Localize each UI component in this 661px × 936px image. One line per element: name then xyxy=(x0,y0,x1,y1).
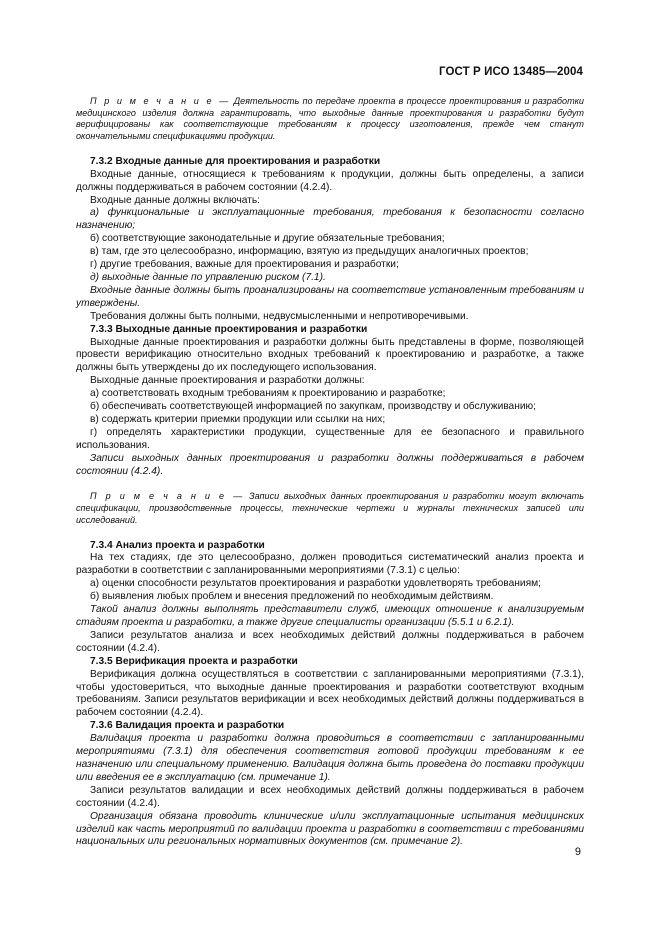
page-number: 9 xyxy=(574,846,581,858)
paragraph: Верификация должна осуществляться в соответствии с запланированными мероприятиями (7.3.1), чтобы удостовериться, что выходные данные проектирования и разработки соответствуют входным требованиям. Записи результатов верификации и всех необходимых действий должны поддерживаться в рабочем состоянии (4.2.4). xyxy=(76,668,584,719)
document-header: ГОСТ Р ИСО 13485—2004 xyxy=(438,66,583,78)
paragraph: Выходные данные проектирования и разработки должны быть представлены в форме, позволяющей провести верификацию относительно входных требований к проектированию и разработке, а также должны быть утверждены до их последующего использования. xyxy=(76,336,584,374)
paragraph: Записи результатов анализа и всех необходимых действий должны поддерживаться в рабочем состоянии (4.2.4). xyxy=(76,629,584,654)
paragraph: Записи результатов валидации и всех необходимых действий должны поддерживаться в рабочем состоянии (4.2.4). xyxy=(76,784,584,809)
note-text: Деятельность по передаче проекта в процессе проектирования и разработки медицинского изделия должна гарантировать, что выходные данные проектирования и разработки будут верифицированы как соответствующие требованиям к процессу изготовления, прежде чем станут окончательными спецификациями продукции. xyxy=(76,96,584,142)
paragraph: На тех стадиях, где это целесообразно, должен проводиться систематический анализ проекта и разработки в соответствии с запланированными мероприятиями (7.3.1) с целью: xyxy=(76,552,584,577)
section-heading-7-3-5: 7.3.5 Верификация проекта и разработки xyxy=(90,655,298,667)
note-2 xyxy=(76,491,584,526)
page-content xyxy=(76,96,584,849)
list-item: б) обеспечивать соответствующей информацией по закупкам, производству и обслуживанию; xyxy=(90,401,537,413)
note-label: П р и м е ч а н и е — xyxy=(90,96,231,106)
note-1 xyxy=(76,96,584,143)
list-item: б) выявления любых проблем и внесения предложений по необходимым действиям. xyxy=(90,591,494,603)
paragraph: Организация обязана проводить клинические и/или эксплуатационные испытания медицинских изделий как часть мероприятий по валидации проекта и разработки в соответствии с требованиями национальных или региональных нормативных документов (см. примечание 2). xyxy=(76,810,584,848)
section-heading-7-3-2: 7.3.2 Входные данные для проектирования и разработки xyxy=(90,155,381,167)
paragraph: Такой анализ должны выполнять представители служб, имеющих отношение к анализируемым стадиям проекта и разработки, а также другие специалисты организации (5.5.1 и 6.2.1). xyxy=(76,604,584,629)
list-item: б) соответствующие законодательные и другие обязательные требования; xyxy=(90,233,445,245)
list-item: г) другие требования, важные для проектирования и разработки; xyxy=(90,259,399,271)
paragraph: Записи выходных данных проектирования и разработки должны поддерживаться в рабочем состоянии (4.2.4). xyxy=(76,452,584,477)
paragraph: Выходные данные проектирования и разработки должны: xyxy=(90,375,365,387)
section-heading-7-3-3: 7.3.3 Выходные данные проектирования и разработки xyxy=(90,323,368,335)
list-item: в) там, где это целесообразно, информацию, взятую из предыдущих аналогичных проектов; xyxy=(90,246,529,258)
section-heading-7-3-4: 7.3.4 Анализ проекта и разработки xyxy=(90,539,265,551)
paragraph: Входные данные, относящиеся к требованиям к продукции, должны быть определены, а записи должны поддерживаться в рабочем состоянии (4.2.4). xyxy=(76,168,584,193)
paragraph: Валидация проекта и разработки должна проводиться в соответствии с запланированными мероприятиями (7.3.1) для обеспечения соответствия готовой продукции требованиям к ее назначению или специальному применению. Валидация должна быть проведена до поставки продукции или введения ее в эксплуатацию (см. примечание 1). xyxy=(76,733,584,783)
list-item: г) определять характеристики продукции, существенные для ее безопасного и правильного использования. xyxy=(76,426,584,451)
paragraph: Входные данные должны быть проанализированы на соответствие установленным требованиям и утверждены. xyxy=(76,284,584,309)
list-item: в) содержать критерии приемки продукции или ссылки на них; xyxy=(90,413,386,425)
list-item: а) оценки способности результатов проектирования и разработки удовлетворять требованиям; xyxy=(90,578,541,590)
paragraph: Требования должны быть полными, недвусмысленными и непротиворечивыми. xyxy=(90,310,469,322)
list-item: а) соответствовать входным требованиям к проектированию и разработке; xyxy=(90,388,446,400)
note-text: Записи выходных данных проектирования и разработки могут включать спецификации, производственные процессы, технические чертежи и журналы технических записей или исследований. xyxy=(76,491,584,525)
list-item: а) функциональные и эксплуатационные требования, требования к безопасности согласно назначению; xyxy=(76,207,584,232)
note-label: П р и м е ч а н и е — xyxy=(90,491,245,502)
list-item: д) выходные данные по управлению риском (7.1). xyxy=(90,271,326,283)
paragraph: Входные данные должны включать: xyxy=(90,194,260,206)
section-heading-7-3-6: 7.3.6 Валидация проекта и разработки xyxy=(90,720,285,732)
